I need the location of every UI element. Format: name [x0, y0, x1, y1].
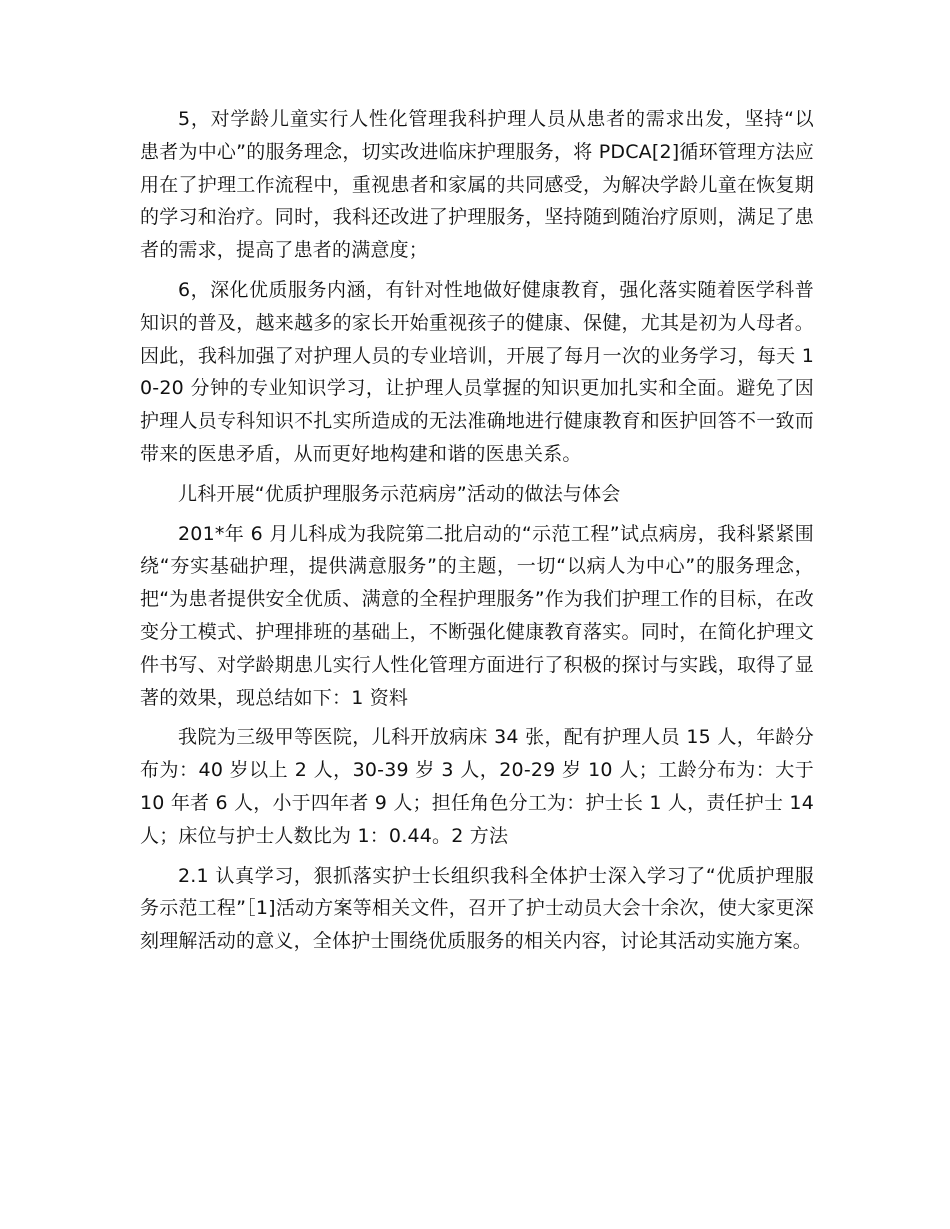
paragraph-item-5-humanized-management: 5，对学龄儿童实行人性化管理我科护理人员从患者的需求出发，坚持“以患者为中心”的服务理念，切实改进临床护理服务，将 PDCA[2]循环管理方法应用在了护理工作流程中，重视患者和家属的共同感受，为解决学龄儿童在恢复期的学习和治疗。同时，我科还改进了护理服务，坚持随到随治疗原则，满足了患者的需求，提高了患者的满意度；: [140, 108, 814, 262]
paragraph-materials: 我院为三级甲等医院，儿科开放病床 34 张，配有护理人员 15 人，年龄分布为：40 岁以上 2 人，30-39 岁 3 人，20-29 岁 10 人；工龄分布为：大于 10 年者 6 人，小于四年者 9 人；担任角色分工为：护士长 1 人，责任护士 14 人；床位与护士人数比为 1：0.44。2 方法: [140, 726, 814, 847]
paragraph-methods-2-1: 2.1 认真学习，狠抓落实护士长组织我科全体护士深入学习了“优质护理服务示范工程”［1]活动方案等相关文件，召开了护士动员大会十余次，使大家更深刻理解活动的意义，全体护士围绕优质服务的相关内容，讨论其活动实施方案。: [140, 864, 814, 953]
paragraph-item-6-health-education: 6，深化优质服务内涵，有针对性地做好健康教育，强化落实随着医学科普知识的普及，越来越多的家长开始重视孩子的健康、保健，尤其是初为人母者。因此，我科加强了对护理人员的专业培训，开展了每月一次的业务学习，每天 10-20 分钟的专业知识学习，让护理人员掌握的知识更加扎实和全面。避免了因护理人员专科知识不扎实所造成的无法准确地进行健康教育和医护回答不一致而带来的医患矛盾，从而更好地构建和谐的医患关系。: [140, 278, 814, 465]
section-heading: 儿科开展“优质护理服务示范病房”活动的做法与体会: [178, 482, 621, 505]
document-body: [140, 103, 814, 965]
paragraph-introduction: 201*年 6 月儿科成为我院第二批启动的“示范工程”试点病房，我科紧紧围绕“夯实基础护理，提供满意服务”的主题，一切“以病人为中心”的服务理念，把“为患者提供安全优质、满意的全程护理服务”作为我们护理工作的目标，在改变分工模式、护理排班的基础上，不断强化健康教育落实。同时，在简化护理文件书写、对学龄期患儿实行人性化管理方面进行了积极的探讨与实践，取得了显著的效果，现总结如下：1 资料: [140, 522, 814, 709]
